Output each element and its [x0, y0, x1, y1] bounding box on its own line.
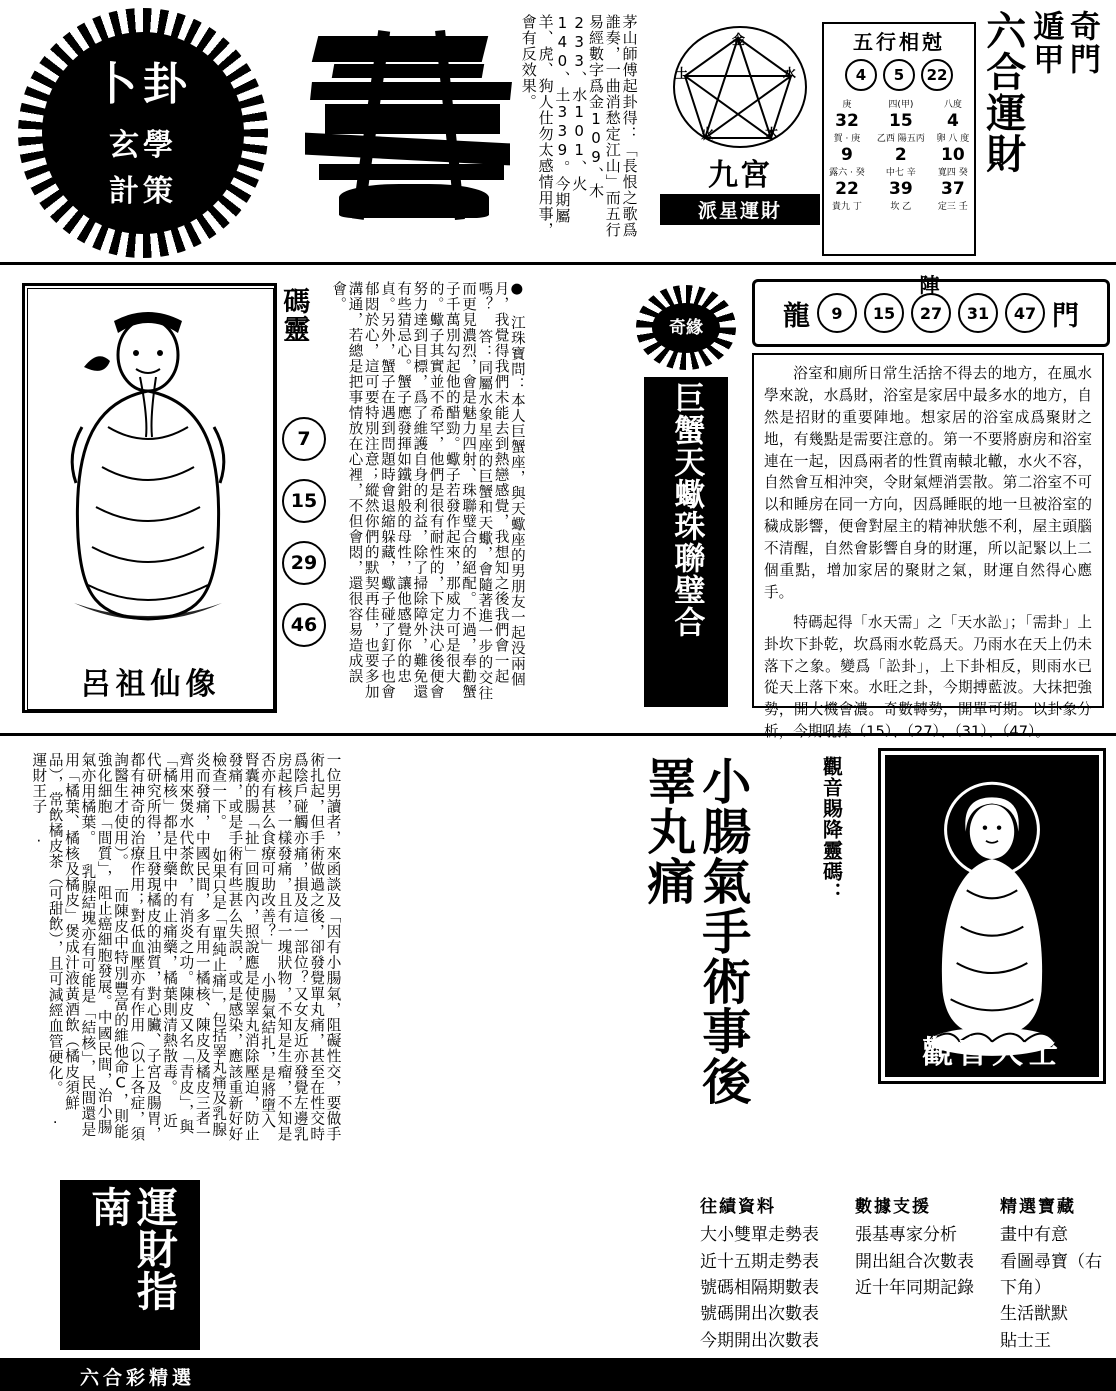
- medical-article-band: [0, 736, 1116, 1166]
- maoshan-text: 茅山師傅起卦得：「長恨之歌爲誰奏，一曲消愁定江山」而五行易經數字爲金109、木233、水101、火140、土339。今期屬羊、虎、狗人仕勿太感情用事，會有反效果。: [519, 14, 639, 238]
- wuxing-label: 寬四 癸: [937, 168, 968, 178]
- lottery-right-label: 門: [1052, 300, 1079, 332]
- crab-article-headline: 巨蟹天蠍珠聯璧合: [668, 382, 705, 638]
- qimen-line3: 六合運財: [979, 10, 1026, 174]
- medical-article-body: [30, 752, 630, 1152]
- guanyin-picture-frame: [878, 748, 1106, 1084]
- masthead-band: [0, 0, 1116, 265]
- wuxing-title: 五行相尅: [853, 30, 945, 54]
- wuxing-table: [824, 97, 974, 213]
- footer-item[interactable]: 今期開出次數表: [700, 1330, 819, 1351]
- wuxing-label: 賀 · 庚: [833, 134, 861, 144]
- crab-article-headline-box: [644, 377, 728, 707]
- wuxing-value: 2: [894, 145, 907, 165]
- footer-column-treasure: [1000, 1194, 1116, 1354]
- qimen-line1: 奇門: [1063, 10, 1100, 76]
- footer-item[interactable]: 生活獣默: [1000, 1304, 1068, 1325]
- crab-article-text: ● 江珠寶問：本人巨蟹座，與天蠍座的男朋友一起没兩個月，我覺得我們未能去到熱戀感覺，我想知之後我們會一起嗎？ 答：同屬水象星座的巨蟹和天蠍，會隨著進一步的交往而更見濃烈，會是魅力四射、珠聯璧合的絕配。不過，奉勸蟹子千萬別勾起他的醋勁。蠍子若發作起來，那威力可是很大的。蠍子其實並不希罕，他們是很有耐性的，下定決心後便會努力達到目標，爲了維護自身的利益，除了掃除障外，難免還有些猜忌心。蟹子應發揮如鐵鉗般的母性，讓他感覺你的忠貞。另外，蟹子在遇到問題時會退縮躲藏，蠍子碰了釘子也會郁悶於心，這可要特別注意；縱然你們的默契再佳，也要多加溝通，若總是把事情放在心裡，不但會悶，還很容易造成誤會。: [330, 281, 525, 701]
- guide-logo: [60, 1180, 200, 1350]
- svg-text:水: 水: [783, 67, 797, 82]
- maling-number: 46: [282, 603, 326, 647]
- luzu-caption: 呂祖仙像: [80, 667, 221, 702]
- wuxing-value: 4: [946, 111, 959, 131]
- bottom-bar-text: 六合彩精選: [80, 1367, 196, 1389]
- wuxing-value: 37: [941, 179, 965, 199]
- lottery-panel: [752, 273, 1104, 741]
- footer-item[interactable]: 開出組合次數表: [855, 1251, 974, 1272]
- wuxing-table-box: [822, 22, 976, 256]
- lottery-number: 47: [1005, 293, 1045, 333]
- fengshui-paragraph-2: 特碼起得「水天需」之「天水訟」；「需卦」上卦坎下卦乾，坎爲雨水乾爲天。乃雨水在天上仍未落下之象。變爲「訟卦」，上下卦相反，則雨水已從天上落下來。水旺之卦，今期搏藍波。大抹把強勢，開大機會濃。奇數轉勢，開單可期。以卦象分析，今期吼捧（15）、（27）、（31）、（47）。: [764, 613, 1092, 741]
- wuxing-value: 9: [841, 145, 853, 165]
- guide-logo-text: 運財指南: [84, 1186, 178, 1312]
- svg-text:金: 金: [732, 33, 746, 48]
- footer-item[interactable]: 張基專家分析: [855, 1225, 957, 1246]
- guanyin-picture: [885, 755, 1099, 1077]
- qimen-title-block: [980, 10, 1105, 255]
- jiugong-banner: [660, 150, 820, 255]
- guanyin-label-text: 觀音賜降靈碼：: [819, 756, 844, 903]
- bottom-bar: [0, 1358, 1116, 1391]
- wuxing-value: 10: [941, 145, 965, 165]
- footer-item[interactable]: 號碼相隔期數表: [700, 1278, 819, 1299]
- maling-title: 碼靈: [278, 287, 310, 343]
- logo-sunburst: [18, 8, 268, 258]
- luzu-frame-inner: [27, 288, 274, 710]
- footer-band: [0, 1170, 1116, 1350]
- wuxing-label: 坎 乙: [890, 202, 912, 212]
- svg-text:火: 火: [701, 127, 715, 142]
- guanyin-caption: 觀音大士: [922, 1035, 1062, 1071]
- logo-line3: 計策: [109, 174, 177, 209]
- wuxing-value: 39: [889, 179, 913, 199]
- medical-article-headline: 小腸氣手術事後睪丸痛: [639, 756, 752, 1106]
- jiugong-line2: 派星運財: [660, 194, 820, 225]
- wuxing-label: 定三 壬: [937, 202, 968, 212]
- footer-item[interactable]: 大小雙單走勢表: [700, 1225, 819, 1246]
- svg-text:木: 木: [765, 127, 779, 142]
- second-band: [0, 265, 1116, 741]
- lottery-number: 31: [958, 293, 998, 333]
- lottery-number-bar: [752, 273, 1110, 347]
- footer-item[interactable]: 近十五期走勢表: [700, 1251, 819, 1272]
- footer-heading: 精選寶藏: [1000, 1197, 1076, 1217]
- jiugong-line1: 九宮: [708, 158, 772, 193]
- maling-number: 15: [282, 479, 326, 523]
- maoshan-note: [520, 14, 660, 254]
- wuxing-value: 15: [889, 111, 913, 131]
- wuxing-label: 卵 八 度: [936, 134, 970, 144]
- footer-column-data: [855, 1194, 974, 1301]
- wuxing-ball-2: 5: [883, 59, 915, 91]
- footer-heading: 往績資料: [700, 1197, 776, 1217]
- wuxing-ball-3: 22: [921, 59, 953, 91]
- crab-article-body: [330, 281, 630, 711]
- wuxing-label: 四(甲): [888, 100, 914, 110]
- medical-article-headline-block: [640, 756, 820, 1116]
- maling-numbers: [282, 417, 326, 665]
- maling-number: 29: [282, 541, 326, 585]
- guanyin-label-block: [820, 756, 870, 986]
- wuxing-label: 八度: [943, 100, 962, 110]
- wuxing-label: 露六 · 癸: [829, 168, 865, 178]
- wuxing-balls: [824, 59, 974, 91]
- footer-item[interactable]: 看圖尋寶（右下角）: [1000, 1251, 1102, 1299]
- qimen-line2: 遁甲: [1027, 10, 1064, 76]
- footer-item[interactable]: 畫中有意: [1000, 1225, 1068, 1246]
- logo-line1: 卜卦: [93, 59, 193, 110]
- wuxing-value: 22: [835, 179, 859, 199]
- maling-number: 7: [282, 417, 326, 461]
- starburst-badge: [636, 285, 736, 370]
- wuxing-ball-1: 4: [845, 59, 877, 91]
- lottery-number: 27: [911, 293, 951, 333]
- wuxing-label: 中七 辛: [885, 168, 916, 178]
- logo-line2: 玄學: [109, 128, 177, 163]
- crab-article-title-block: [636, 285, 736, 715]
- wuxing-label: 貴九 丁: [832, 202, 862, 212]
- lottery-number: 15: [864, 293, 904, 333]
- wuxing-value: 32: [835, 111, 859, 131]
- luzu-figure: [48, 307, 248, 637]
- maling-column: [278, 287, 338, 707]
- footer-item[interactable]: 貼士王: [1000, 1330, 1051, 1351]
- woodcut-illustration: [305, 30, 520, 230]
- wuxing-label: 庚: [842, 100, 852, 110]
- lottery-top-label: 陣: [919, 273, 943, 297]
- footer-heading: 數據支援: [855, 1197, 931, 1217]
- wuxing-label: 乙西 陽五丙: [876, 134, 925, 144]
- starburst-label: 奇緣: [652, 303, 720, 353]
- pentagram-lines: [673, 26, 818, 156]
- footer-item[interactable]: 近十年同期記錄: [855, 1278, 974, 1299]
- medical-article-text: 一位男讀者，來函談及「因有小腸氣，阻礙性交，要做手術扎起，但手術做過之後，卻發覺單丸痛，甚至在性交時爲陰戶碰觸亦痛，損及這一部位？又女友近亦發覺左邊乳房起核，一樣發痛，且有一塊狀物，不知是生瘤，不知是否亦有甚么食療可助改善？」 小腸氣結扎，是將墮入腎囊的腸「扯」回腹內，照說應是使睪丸消除壓迫，防止發痛，或是手術有些甚么失誤，或是感染，應該重新好好檢查一下。 如果只是「單純止痛」，包括睪丸痛及乳腺炎而發痛，中國民間，多有用一橘核、陳皮及橘皮三者一齊用來煲水代茶飲，有消炎之功。陳皮又名「青皮」，與「橘核」都是中藥中的止痛藥，橘葉則清熱散毒。 近代研究所得，且發現橘皮的油質，對心臟、子宮及腸胃，都有神奇的治療作用；對低血壓亦有作用（以上各症，須詢醫生才使用）。 而陳皮中特別豐富的維他命C，則能強化細胞「間質」，阻止癌細胞發展。中國民間，治小腸氣亦用橘葉。 乳腺結塊亦有可能是「結核」，民間還是用「橘葉、橘核及橘皮」煲成汁液黃酒飲（橘皮須鮮品），常飲橘皮茶（可甜飲），且可減經血管硬化。 · 運財王子 ·: [30, 752, 342, 1142]
- lottery-number: 9: [817, 293, 857, 333]
- lottery-left-label: 龍: [783, 300, 810, 332]
- svg-text:土: 土: [675, 67, 689, 82]
- luzu-portrait-frame: [22, 283, 277, 713]
- footer-item[interactable]: 號碼開出次數表: [700, 1304, 819, 1325]
- fengshui-paragraph-1: 浴室和廁所日常生活捨不得去的地方，在風水學來說，水爲財，浴室是家居中最多水的地方，自然是招財的重要陣地。想家居的浴室成爲聚財之地，有幾點是需要注意的。第一不要將廚房和浴室連在一起，因爲兩者的性質南轅北轍，水火不容，自然會互相沖突，令財氣煙消雲散。第二浴室不可以和睡房在同一方向，因爲睡眠的地一旦被浴室的穢成影響，便會對屋主的精神狀態不利，屋主頭腦不清醒，自然會影響自身的財運，所以記緊以上二個重點，增加家居的聚財之氣，財運自然得心應手。: [764, 365, 1092, 601]
- fengshui-text-box: [752, 353, 1104, 741]
- footer-column-records: [700, 1194, 819, 1354]
